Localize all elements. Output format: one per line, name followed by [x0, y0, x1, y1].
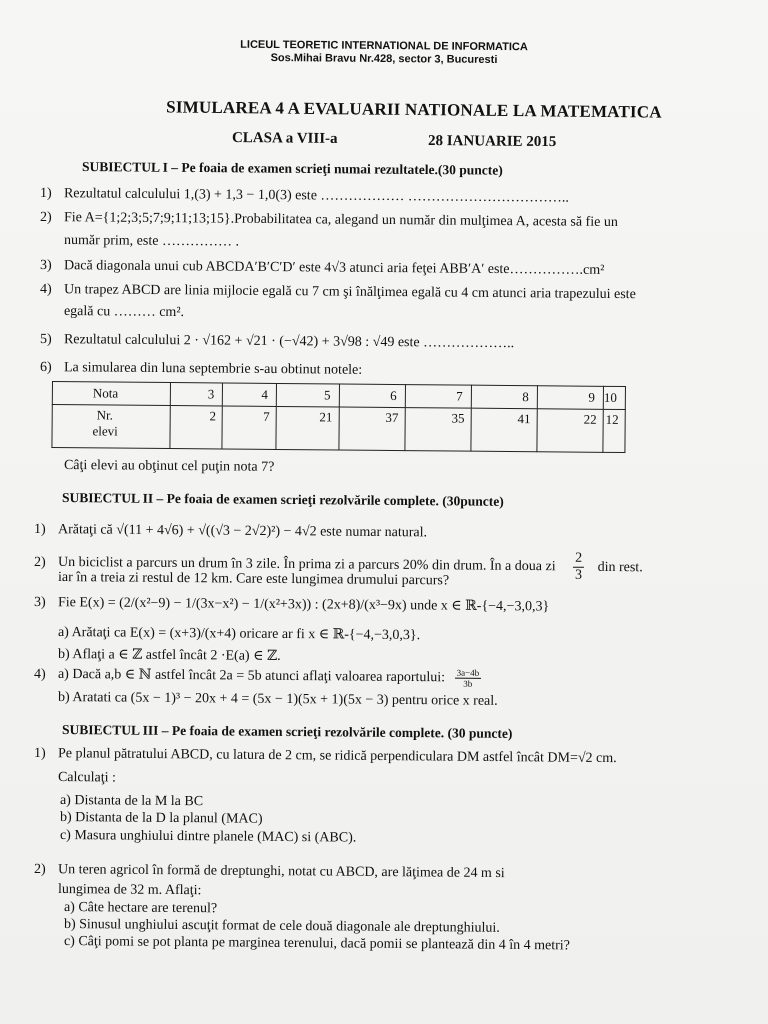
question-text: Rezultatul calculului 2 · √162 + √21 · (−√42) + 3√98 : √49 este ……………….. — [63, 332, 515, 352]
question-text: a) Dacă a,b ∈ ℕ astfel încât 2a = 5b atunci aflaţi valoarea raportului: — [57, 666, 446, 686]
denominator: 3 — [574, 567, 583, 583]
s2-question-4b: b) Aratati ca (5x − 1)³ − 20x + 4 = (5x − 1)(5x + 1)(5x − 3) pentru orice x real. — [57, 690, 498, 709]
count-cell: 2 — [170, 406, 222, 449]
s3-question-2a: a) Câte hectare are terenul? — [63, 900, 218, 917]
grade-cell: 6 — [339, 384, 405, 408]
fraction — [573, 551, 584, 584]
question-number: 2) — [33, 862, 46, 878]
grade-cell: 5 — [276, 383, 339, 407]
section-2-heading: SUBIECTUL II – Pe foaia de examen scrieţi rezolvările complete. (30puncte) — [61, 490, 504, 509]
s2-question-4a — [34, 664, 483, 689]
question-number: 5) — [39, 332, 52, 348]
s1-question-4 — [40, 282, 636, 303]
s1-question-6-ask: Câţi elevi au obţinut cel puţin nota 7? — [63, 458, 275, 475]
question-number: 2) — [39, 210, 52, 226]
section-3-heading: SUBIECTUL III – Pe foaia de examen scrieţi rezolvările complete. (30 puncte) — [61, 722, 513, 741]
count-cell: 41 — [471, 408, 537, 452]
class-label: CLASA a VIII-a — [231, 130, 338, 147]
school-address: Sos.Mihai Bravu Nr.428, sector 3, Bucuresti — [270, 52, 498, 66]
s3-question-2c: c) Câţi pomi se pot planta pe marginea terenului, dacă pomii se plantează din 4 în 4 metri? — [63, 934, 570, 954]
count-cell: 21 — [276, 406, 339, 450]
question-text: Un biciclist a parcurs un drum în 3 zile. În prima zi a parcurs 20% din drum. În a doua zi — [57, 554, 556, 575]
exam-title: SIMULAREA 4 A EVALUARII NATIONALE LA MATEMATICA — [166, 97, 662, 122]
label-line: elevi — [92, 423, 118, 439]
question-text: Pe planul pătratului ABCD, cu latura de 2 cm, se ridică perpendiculara DM astfel încât DM=√2 cm. — [57, 746, 617, 767]
students-header-label — [52, 405, 171, 449]
grade-cell: 10 — [603, 386, 625, 409]
s2-question-3b: b) Aflaţi a ∈ ℤ astfel încât 2 ·E(a) ∈ ℤ. — [57, 647, 281, 664]
fraction — [455, 668, 482, 689]
question-text-tail: din rest. — [597, 559, 643, 576]
question-number: 3) — [39, 258, 52, 274]
grade-cell: 4 — [223, 383, 277, 406]
count-cell: 35 — [405, 408, 471, 452]
question-number: 3) — [33, 595, 46, 611]
count-cell: 12 — [603, 409, 625, 452]
s1-question-1 — [40, 186, 569, 207]
s2-question-2-cont: iar în a treia zi restul de 12 km. Care este lungimea drumului parcurs? — [57, 570, 450, 589]
count-cell: 37 — [339, 407, 405, 451]
s3-question-2-cont: lungimea de 32 m. Aflaţi: — [57, 882, 202, 899]
question-text: Un trapez ABCD are linia mijlocie egală cu 7 cm şi înălţimea egală cu 4 cm atunci aria trapezului este — [63, 282, 636, 303]
s3-question-1c: c) Masura unghiului dintre planele (MAC) si (ABC). — [59, 828, 357, 846]
question-number: 2) — [33, 554, 46, 570]
question-text: Fie E(x) = (2/(x²−9) − 1/(3x−x²) − 1/(x²+3x)) : (2x+8)/(x³−9x) unde x ∈ ℝ-{−4,−3,0,3} — [57, 595, 550, 615]
section-1-heading: SUBIECTUL I – Pe foaia de examen scrieţi numai rezultatele.(30 puncte) — [81, 159, 503, 178]
grade-cell: 9 — [537, 386, 603, 410]
question-text: Dacă diagonala unui cub ABCDA′B′C′D′ este 4√3 atunci aria feţei ABB′A′ este…………….cm² — [63, 258, 605, 278]
count-cell: 22 — [537, 409, 603, 453]
grade-cell: 7 — [405, 385, 471, 409]
s1-question-3 — [40, 258, 604, 279]
s1-question-6 — [40, 360, 362, 379]
grades-header-label: Nota — [52, 382, 171, 406]
denominator: 3b — [463, 678, 473, 689]
question-number: 6) — [39, 360, 52, 376]
question-text: La simularea din luna septembrie s-au obtinut notele: — [63, 360, 363, 378]
s3-calculate-label: Calculaţi : — [57, 770, 117, 786]
question-text: Arătaţi că √(11 + 4√6) + √((√3 − 2√2)²) − 4√2 este numar natural. — [57, 522, 428, 541]
s3-question-1b: b) Distanta de la D la planul (MAC) — [59, 810, 263, 827]
question-number: 4) — [39, 282, 52, 298]
s1-question-2 — [40, 210, 618, 231]
s1-question-2-cont: număr prim, este …………… . — [63, 233, 240, 250]
question-text: Fie A={1;2;3;5;7;9;11;13;15}.Probabilitatea ca, alegand un număr din mulţimea A, acesta să fie un — [63, 210, 618, 231]
question-text: Rezultatul calculului 1,(3) + 1,3 − 1,0(3) este ……………… …………………………….. — [63, 186, 570, 206]
s2-question-3a: a) Arătaţi ca E(x) = (x+3)/(x+4) oricare ar fi x ∈ ℝ-{−4,−3,0,3}. — [57, 625, 421, 644]
s2-question-1 — [34, 522, 427, 541]
s3-question-2b: b) Sinusul unghiului ascuţit format de cele două diagonale ale dreptunghiului. — [63, 917, 500, 936]
label-line: Nr. — [96, 407, 114, 423]
exam-date: 28 IANUARIE 2015 — [427, 133, 557, 151]
table-row — [52, 405, 625, 453]
s3-question-1a: a) Distanta de la M la BC — [59, 793, 204, 810]
s1-question-5 — [40, 332, 514, 352]
school-name: LICEUL TEORETIC INTERNATIONAL DE INFORMATICA — [240, 38, 528, 54]
grade-cell: 8 — [471, 385, 537, 409]
question-number: 1) — [33, 522, 46, 538]
grade-cell: 3 — [171, 383, 223, 406]
s3-question-2 — [34, 862, 505, 882]
question-text: Un teren agricol în formă de dreptunghi, notat cu ABCD, are lăţimea de 24 m si — [57, 862, 505, 882]
numerator: 3a−4b — [455, 668, 482, 679]
question-number: 1) — [33, 746, 46, 762]
question-number: 1) — [39, 186, 52, 202]
s3-question-1 — [34, 746, 617, 767]
s1-question-4-cont: egală cu ……… cm². — [63, 304, 185, 321]
numerator: 2 — [573, 551, 584, 568]
question-number: 4) — [33, 666, 46, 682]
s2-question-3 — [34, 594, 549, 615]
count-cell: 7 — [222, 406, 276, 449]
grades-table — [51, 381, 626, 453]
